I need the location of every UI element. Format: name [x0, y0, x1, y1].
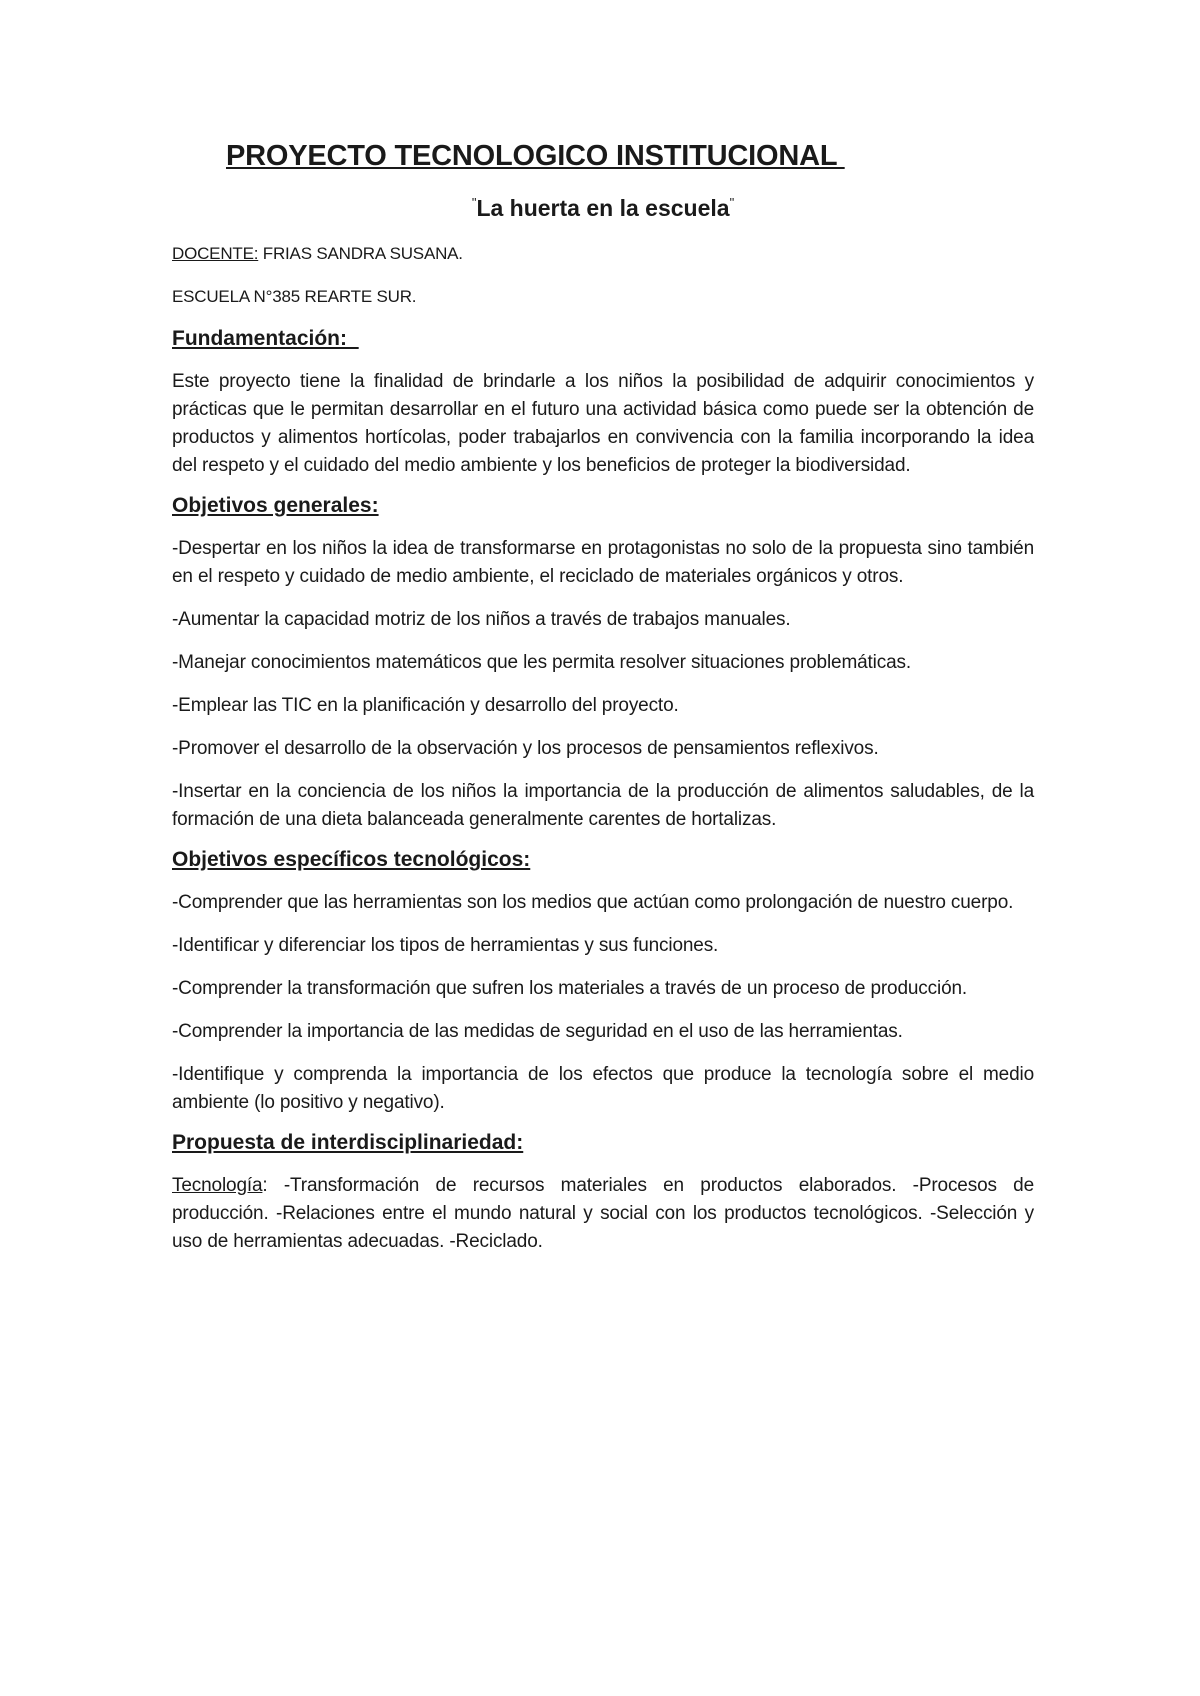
docente-line	[172, 244, 1034, 264]
subtitle-text: La huerta en la escuela	[476, 195, 730, 221]
objetivos-generales-heading: Objetivos generales:	[172, 494, 379, 517]
objetivos-especificos-heading: Objetivos específicos tecnológicos:	[172, 848, 531, 871]
tecnologia-label: Tecnología	[172, 1175, 263, 1196]
subtitle-open-quote: "	[471, 195, 477, 210]
docente-label: DOCENTE:	[172, 244, 259, 263]
objetivo-general-item: -Despertar en los niños la idea de transformarse en protagonistas no solo de la propuesta sino también en el respeto y cuidado de medio ambiente, el reciclado de materiales orgánicos y otros.	[172, 538, 1034, 587]
page-title: PROYECTO TECNOLOGICO INSTITUCIONAL	[226, 140, 845, 172]
document-page	[172, 140, 1034, 1256]
objetivo-especifico-item: -Comprender la transformación que sufren los materiales a través de un proceso de producción.	[172, 978, 968, 999]
interdisciplinariedad-heading: Propuesta de interdisciplinariedad:	[172, 1131, 524, 1154]
tecnologia-paragraph	[172, 1172, 1034, 1256]
fundamentacion-text: Este proyecto tiene la finalidad de brindarle a los niños la posibilidad de adquirir conocimientos y prácticas que le permitan desarrollar en el futuro una actividad básica como puede ser la obtención de productos y alimentos hortícolas, poder trabajarlos en convivencia con la familia incorporando la idea del respeto y el cuidado del medio ambiente y los beneficios de proteger la biodiversidad.	[172, 371, 1034, 476]
objetivo-general-item: -Aumentar la capacidad motriz de los niños a través de trabajos manuales.	[172, 609, 791, 630]
objetivo-general-item: -Insertar en la conciencia de los niños la importancia de la producción de alimentos saludables, de la formación de una dieta balanceada generalmente carentes de hortalizas.	[172, 781, 1034, 830]
objetivo-especifico-item: -Identifique y comprenda la importancia de los efectos que produce la tecnología sobre el medio ambiente (lo positivo y negativo).	[172, 1064, 1034, 1113]
objetivo-especifico-item: -Comprender la importancia de las medidas de seguridad en el uso de las herramientas.	[172, 1021, 903, 1042]
objetivo-especifico-item: -Comprender que las herramientas son los medios que actúan como prolongación de nuestro cuerpo.	[172, 892, 1014, 913]
objetivo-general-item: -Manejar conocimientos matemáticos que les permita resolver situaciones problemáticas.	[172, 652, 911, 673]
objetivo-general-item: -Emplear las TIC en la planificación y desarrollo del proyecto.	[172, 695, 679, 716]
objetivo-general-item: -Promover el desarrollo de la observación y los procesos de pensamientos reflexivos.	[172, 738, 879, 759]
docente-value: FRIAS SANDRA SUSANA.	[258, 244, 463, 263]
escuela-line: ESCUELA N°385 REARTE SUR.	[172, 287, 417, 306]
objetivo-especifico-item: -Identificar y diferenciar los tipos de herramientas y sus funciones.	[172, 935, 719, 956]
fundamentacion-heading: Fundamentación:	[172, 327, 359, 350]
subtitle-close-quote: "	[729, 195, 735, 210]
tecnologia-text: : -Transformación de recursos materiales en productos elaborados. -Procesos de producción. -Relaciones entre el mundo natural y social con los productos tecnológicos. -Selección y uso de herramientas adecuadas. -Reciclado.	[172, 1175, 1034, 1252]
page-subtitle	[172, 195, 1034, 222]
